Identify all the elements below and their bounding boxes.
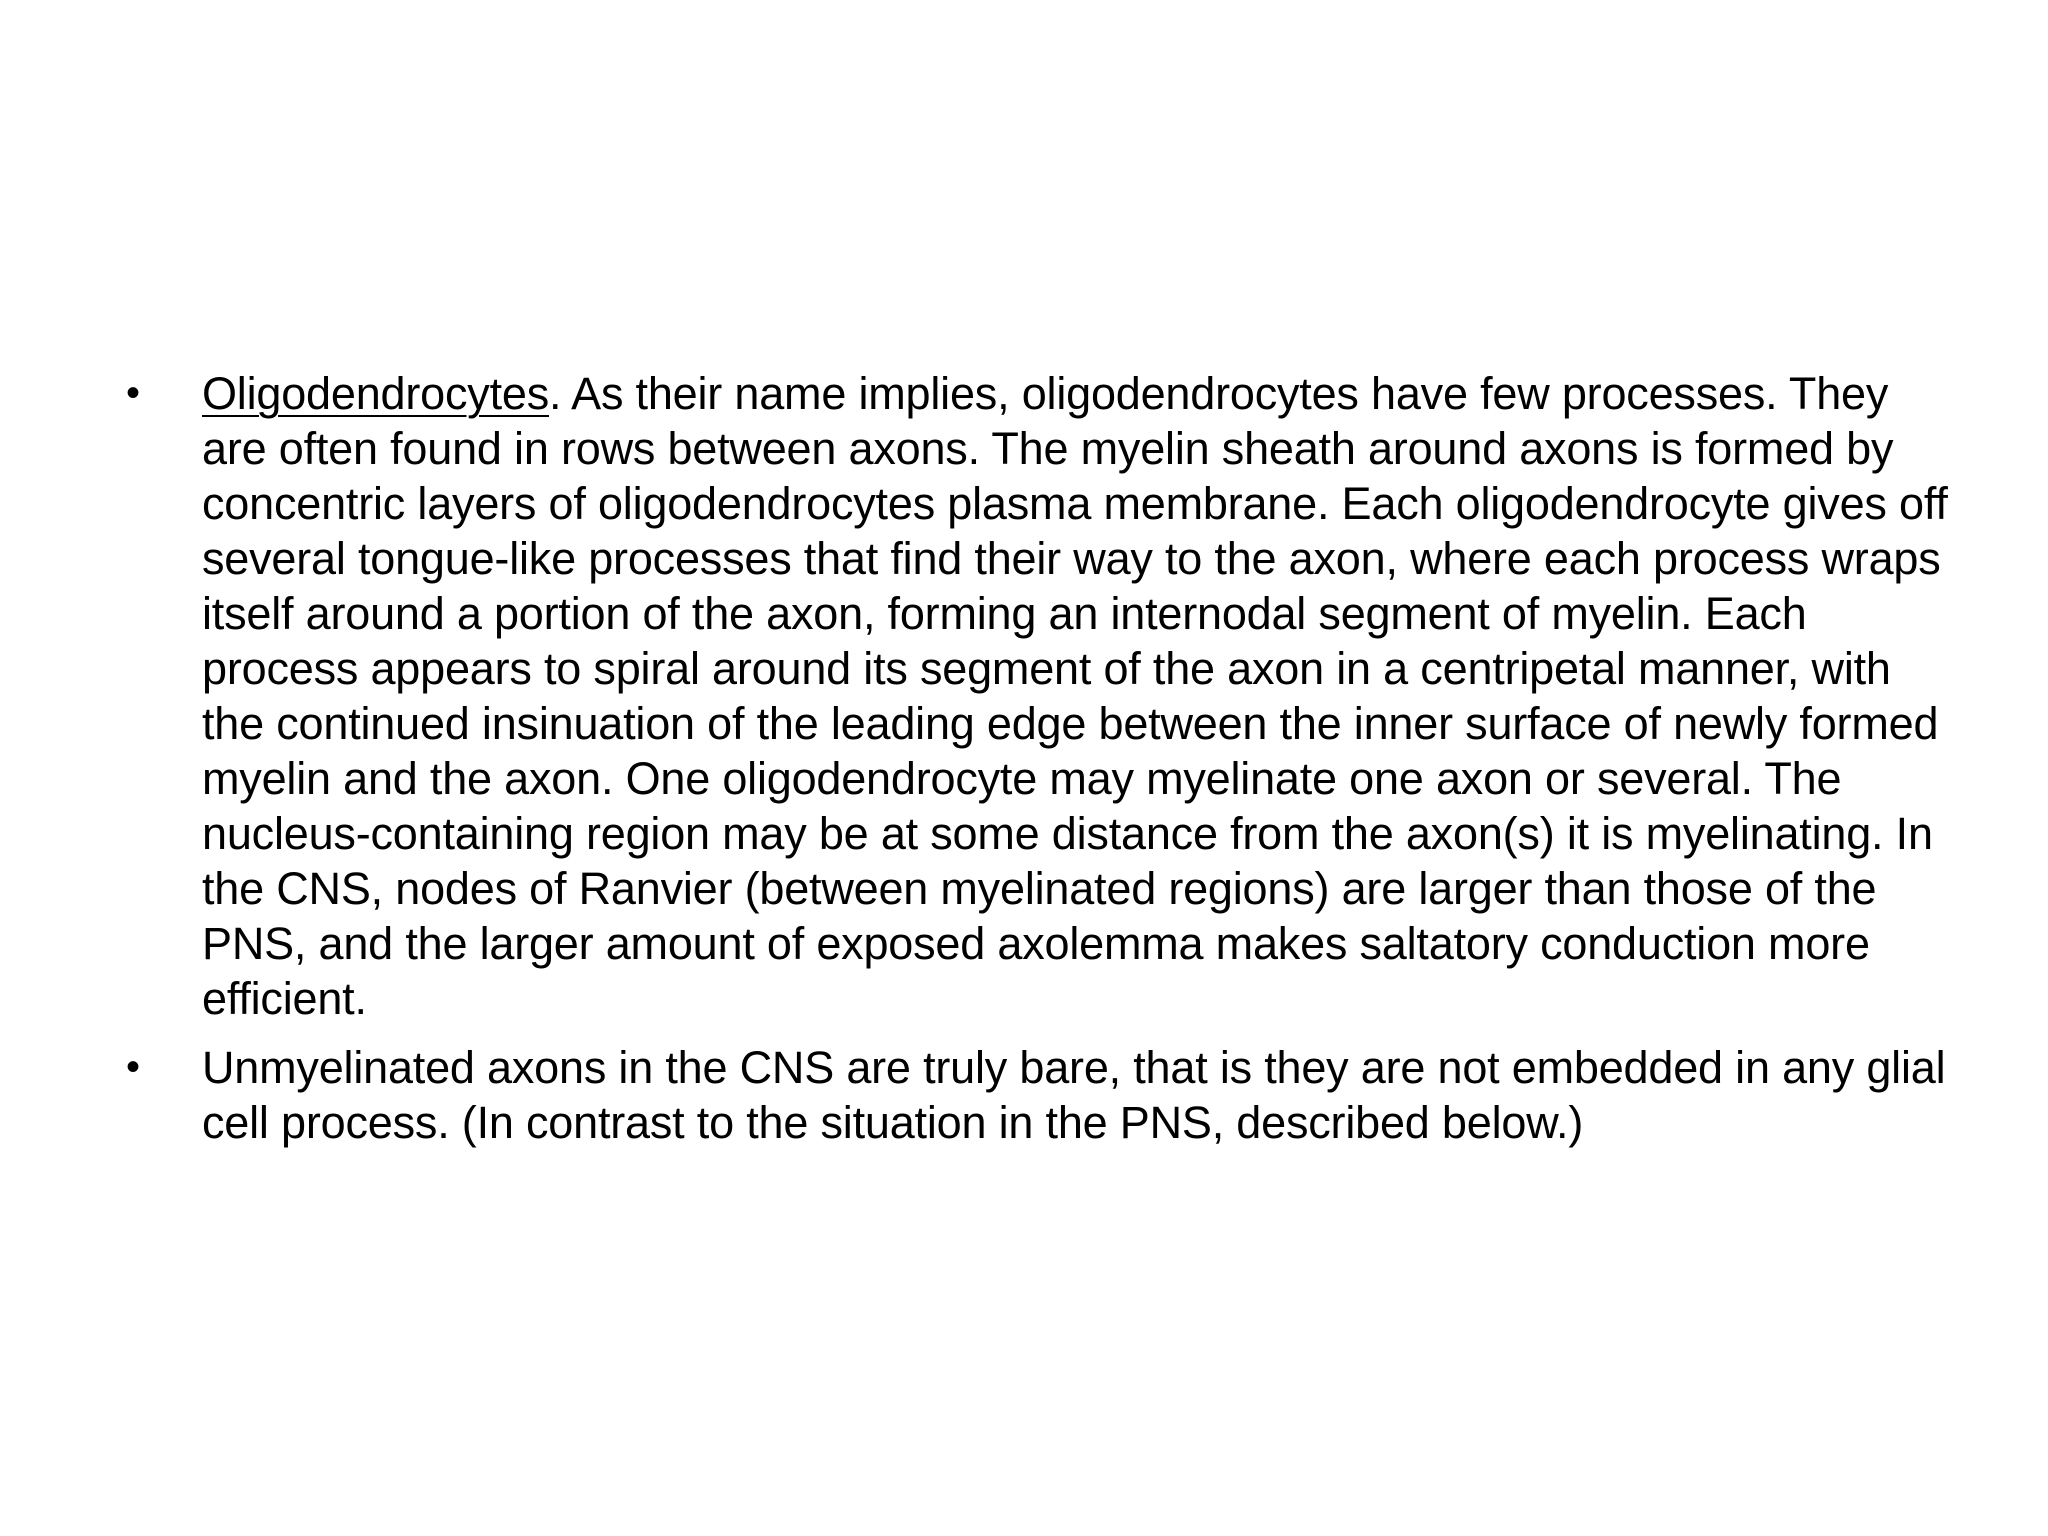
bullet-marker: • (126, 371, 140, 415)
bullet-text: Unmyelinated axons in the CNS are truly bare, that is they are not embedded in any glial cell process. (In contrast to the situation in the PNS, described below.) (202, 1042, 1946, 1148)
bullet-marker: • (126, 1045, 140, 1089)
bullet-oligodendrocytes (120, 366, 1950, 1026)
bullet-text: . As their name implies, oligodendrocytes have few processes. They are often found in rows between axons. The myelin sheath around axons is formed by concentric layers of oligodendrocytes plasma membrane. Each oligodendrocyte gives off several tongue-like processes that find their way to the axon, where each process wraps itself around a portion of the axon, forming an internodal segment of myelin. Each process appears to spiral around its segment of the axon in a centripetal manner, with the continued insinuation of the leading edge between the inner surface of newly formed myelin and the axon. One oligodendrocyte may myelinate one axon or several. The nucleus-containing region may be at some distance from the axon(s) it is myelinating. In the CNS, nodes of Ranvier (between myelinated regions) are larger than those of the PNS, and the larger amount of exposed axolemma makes saltatory conduction more efficient. (202, 368, 1948, 1024)
slide-body (120, 366, 1950, 1164)
bullet-unmyelinated-axons (120, 1040, 1950, 1150)
term-oligodendrocytes: Oligodendrocytes (202, 368, 550, 419)
